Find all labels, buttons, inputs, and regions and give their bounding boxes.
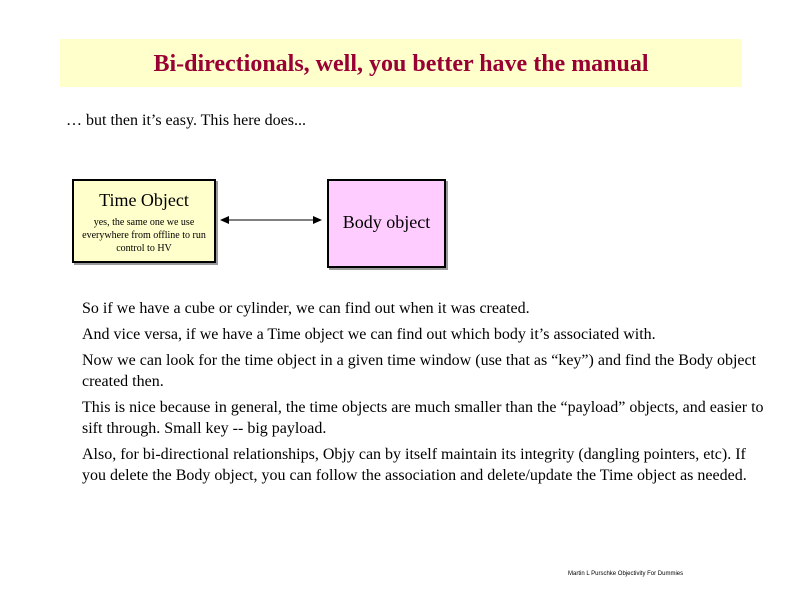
footer-credit: Martin L Purschke Objectivity For Dummies: [568, 571, 684, 577]
slide-subtitle: … but then it’s easy. This here does...: [66, 112, 306, 129]
body-object-title: Body object: [342, 212, 431, 232]
title-bar: [60, 39, 742, 87]
bullet-item: This is nice because in general, the time objects are much smaller than the “payload” objects, and easier to sift through. Small key -- big payload.: [82, 399, 764, 437]
double-headed-arrow-icon: [220, 212, 322, 228]
bullet-item: So if we have a cube or cylinder, we can find out when it was created.: [82, 300, 530, 317]
bullet-item: And vice versa, if we have a Time object we can find out which body it’s associated with.: [82, 326, 656, 343]
bullet-item: Now we can look for the time object in a given time window (use that as “key”) and find the Body object created then.: [82, 352, 757, 390]
body-object-box: [327, 179, 446, 268]
time-object-box: [72, 179, 216, 263]
bullet-list: [82, 298, 772, 491]
bullet-item: Also, for bi-directional relationships, Objy can by itself maintain its integrity (dangling pointers, etc). If you delete the Body object, you can follow the association and delete/update the Time object as needed.: [82, 446, 747, 484]
slide-title: Bi-directionals, well, you better have the manual: [153, 51, 649, 77]
time-object-title: Time Object: [99, 190, 189, 210]
time-object-note: yes, the same one we use everywhere from offline to run control to HV: [82, 217, 206, 254]
